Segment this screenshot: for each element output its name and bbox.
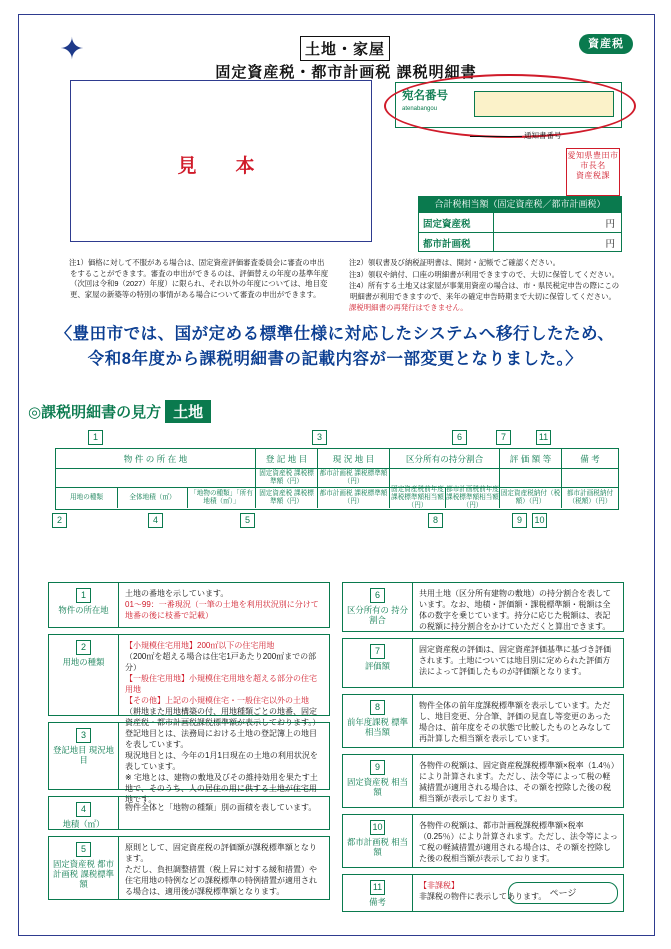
banner-line-2: 令和8年度から課税明細書の記載内容が一部変更となりました。〉 (87, 350, 583, 368)
explanation-line: 【非課税】 (419, 881, 459, 890)
explanation-item-8-head (343, 695, 413, 747)
total-tax-table (418, 196, 622, 252)
explanation-item-2 (48, 634, 330, 727)
schema-bot-total-area: 全体地積（㎡） (118, 488, 188, 508)
explanation-label: 登記地目 現況地目 (53, 745, 114, 765)
explanation-line: 共用土地（区分所有建物の敷地）の持分割合を表しています。なお、地積・評価額・課税標準額・税額は全体の数字を乗じています。持分に応じた税額は、表記の税額に持分割合をかけていただくと算出できます。 (419, 589, 611, 631)
section-title-highlight: 土地 (165, 400, 211, 423)
page-number-field: ページ (508, 882, 618, 904)
explanation-label: 固定資産税 相当額 (347, 777, 408, 797)
explanation-item-1 (48, 582, 330, 628)
atena-highlight-ellipse (384, 74, 636, 138)
explanation-item-6-head (343, 583, 413, 631)
explanation-line: 【その他】上記の小規模住宅・一般住宅以外の土地 (125, 696, 309, 705)
explanation-item-2-head (49, 635, 119, 715)
explanation-line: 【一般住宅用地】小規模住宅用地を超える部分の住宅用地 (125, 674, 317, 694)
statement-layout-diagram (55, 448, 619, 510)
atena-ruby: atenabangou (402, 106, 438, 112)
footnote-item: 注2）領収書及び納税証明書は、開封・記帳でご確認ください。 (349, 258, 561, 267)
explanation-column-left (48, 582, 330, 906)
explanation-body (413, 695, 623, 749)
callout-tag-9: 9 (512, 513, 527, 528)
title-rest-part: 固定資産税・都市計画税 課税明細書 (215, 64, 477, 81)
explanation-line: （耕地また用地構築の付、用地種類ごとの地番、固定資産税・都市計画税課税標準額が表示しております。） (125, 707, 321, 727)
explanation-body (119, 583, 329, 626)
explanation-item-11-head (343, 875, 413, 911)
schema-bot-land-category-area: 「地物の種類」「所有地積（㎡）」 (188, 488, 256, 508)
explanation-item-5 (48, 836, 330, 900)
explanation-item-5-head (49, 837, 119, 899)
row-label: 固定資産税 (423, 219, 471, 230)
schema-mid-city-planning-tax: 都市計画税 課税標準額（円） (318, 469, 390, 488)
callout-tag-11: 11 (536, 430, 551, 445)
explanation-label: 備考 (369, 897, 386, 907)
explanation-body (413, 815, 623, 869)
explanation-label: 固定資産税 都市計画税 課税標準額 (53, 859, 114, 889)
explanation-line: 各物件の税額は、都市計画税課税標準額×税率（0.25％）により計算されます。ただし、法令等によって税の軽減措置が適用される場合は、その額を控除した後の税相当額が表示しております。 (419, 821, 618, 863)
schema-bot-prev-planning: 都市計画税前年度 課税標準額相当額（円） (446, 486, 499, 509)
explanation-line: 土地の番地を示しています。 (125, 589, 229, 598)
schema-col-valuation: 評 価 額 等 (500, 449, 562, 469)
footnote-item: 注1）価格に対して不服がある場合は、固定資産評価審査委員会に審査の申出をすることができます。審査の申出ができるのは、評価替えの年度の基準年度（次回は令和9（2027）年度）に限られ、それ以外の年度については、地目変更、家屋の新築等の特別の事情がある場合について審査の申出ができます。 (69, 258, 329, 299)
explanation-tag: 4 (76, 802, 91, 817)
explanation-item-4 (48, 796, 330, 830)
atena-label: 宛名番号 atenabangou (402, 90, 448, 115)
schema-bot-planning-amount: 都市計画税納付（税額）（円） (566, 490, 614, 505)
callout-tag-4: 4 (148, 513, 163, 528)
explanation-label: 評価額 (364, 661, 391, 671)
explanation-line: 各物件の税額は、固定資産税課税標準額×税率（1.4％）により計算されます。ただし、法令等によって税の軽減措置が適用される場合は、その額を控除した後の税相当額が表示しております。 (419, 761, 615, 803)
row-value-cell (493, 213, 621, 232)
explanation-line: 01～99：一番現況（一筆の土地を利用状況別に分けて地番の後に枝番で記載） (125, 600, 319, 620)
row-unit: 円 (605, 219, 615, 230)
schema-col-remarks: 備 考 (562, 449, 618, 469)
table-row (419, 212, 621, 232)
callout-tag-6: 6 (452, 430, 467, 445)
explanation-item-10 (342, 814, 624, 868)
footnotes-left (70, 258, 330, 301)
schema-mid-fixed-asset-tax: 固定資産税 課税標準額（円） (256, 469, 318, 488)
schema-mid-valuation (500, 469, 562, 488)
schema-col-current-category: 現 況 地 目 (318, 449, 390, 469)
explanation-item-9 (342, 754, 624, 808)
explanation-line: 登記地目とは、法務局における土地の登記簿上の地目を表しています。 (125, 729, 317, 749)
row-unit: 円 (605, 239, 615, 250)
schema-bot-fixed-standard: 固定資産税 課税標準額（円） (256, 488, 318, 508)
sample-box (70, 80, 372, 242)
sample-watermark: 見 本 (177, 156, 265, 177)
explanation-item-6 (342, 582, 624, 632)
announcement-banner (40, 322, 630, 372)
explanation-tag: 5 (76, 842, 91, 857)
callout-tag-2: 2 (52, 513, 67, 528)
footnote-item-warning: 課税明細書の再発行はできません。 (349, 303, 468, 312)
explanation-label: 都市計画税 相当額 (347, 837, 408, 857)
schema-bot-land-type: 用地の種類 (56, 488, 118, 508)
title-boxed-part: 土地・家屋 (300, 36, 390, 61)
explanation-item-10-head (343, 815, 413, 867)
explanation-body (119, 635, 329, 733)
document-header (30, 30, 641, 81)
explanation-label: 地積（㎡） (62, 819, 105, 829)
explanation-line: 現況地目とは、今年の1月1日現在の土地の利用状況を表しています。 (125, 751, 318, 771)
explanation-item-7-head (343, 639, 413, 687)
explanation-item-4-head (49, 797, 119, 829)
schema-mid-blank (56, 469, 256, 488)
explanation-body (413, 583, 623, 637)
schema-bot-fixed-amount: 固定資産税納付（税額）（円） (500, 488, 562, 508)
explanation-tag: 10 (370, 820, 385, 835)
section-title (28, 400, 211, 423)
schema-col-location: 物 件 の 所 在 地 (56, 449, 256, 469)
section-title-text: ◎課税明細書の見方 (28, 404, 162, 421)
page-title (180, 36, 510, 82)
explanation-body (413, 639, 623, 682)
explanation-line: 原則として、固定資産税の評価額が課税標準額となります。 (125, 843, 317, 863)
explanation-label: 物件の所在地 (58, 605, 109, 615)
callout-tag-7: 7 (496, 430, 511, 445)
explanation-body (119, 797, 329, 818)
explanation-tag: 3 (76, 728, 91, 743)
explanation-tag: 2 (76, 640, 91, 655)
schema-bot-prev-fixed: 固定資産税前年度 課税標準額相当額（円） (390, 488, 446, 508)
city-emblem-icon: ✦ (59, 33, 85, 66)
explanation-column-right (342, 582, 624, 918)
schema-bot-planning-standard: 都市計画税 課税標準額（円） (318, 488, 390, 508)
total-tax-header: 合計税相当額（固定資産税／都市計画税） (419, 197, 621, 212)
schema-mid-remarks (562, 469, 618, 488)
explanation-item-8 (342, 694, 624, 748)
callout-tag-3: 3 (312, 430, 327, 445)
explanation-label: 区分所有の 持分割合 (347, 605, 408, 625)
explanation-tag: 11 (370, 880, 385, 895)
explanation-tag: 9 (370, 760, 385, 775)
row-value-cell (493, 233, 621, 252)
explanation-line: 物件全体の前年度課税標準額を表示しています。ただし、地目変更、分合筆、評価の見直し等変更のあった場合は、前年度をその状態で比較したものとみなして再計算した相当額を表示しています。 (419, 701, 611, 743)
footnote-item: 注4）所有する土地又は家屋が事業用資産の場合は、市・県民税定申告の際にこの明細書が利用できますので、来年の確定申告時期まで大切に保管してください。 (349, 281, 620, 301)
explanation-tag: 1 (76, 588, 91, 603)
explanation-line: （200㎡を超える場合は住宅1戸あたり200㎡までの部分） (125, 652, 317, 672)
explanation-body (119, 837, 329, 902)
explanation-item-3 (48, 722, 330, 804)
explanation-item-9-head (343, 755, 413, 807)
explanation-item-3-head (49, 723, 119, 789)
explanation-label: 前年度課税 標準相当額 (347, 717, 408, 737)
explanation-line: 物件全体と「地物の種類」別の面積を表しています。 (125, 803, 317, 812)
explanation-line: ※ 宅地とは、建物の敷地及びその維持効用を果たす土地で、そのうち、人の居住の用に供する土地が住宅用地です。 (125, 773, 318, 804)
footnotes-right (350, 258, 620, 315)
atena-note: 通知書番号 (470, 130, 562, 141)
status-badge: 資産税 (579, 34, 633, 54)
explanation-label: 用地の種類 (62, 657, 105, 667)
issuer-seal: 愛知県豊田市 市長名 資産税課 (566, 148, 620, 196)
explanation-item-1-head (49, 583, 119, 627)
explanation-line: 固定資産税の評価は、固定資産評価基準に基づき評価されます。土地については地目別に定められた評価方法によって評価したものが評価額となります。 (419, 645, 611, 676)
explanation-tag: 7 (370, 644, 385, 659)
footnote-item: 注3）領収や納付、口座の明細書が利用できますので、大切に保管してください。 (349, 269, 620, 279)
explanation-line: ただし、負担調整措置（税上昇に対する緩和措置）や住宅用地の特例などの課税標準の特例措置が適用される場合は、適用後が課税標準額となります。 (125, 865, 317, 896)
callout-tag-5: 5 (240, 513, 255, 528)
explanation-line: 非課税の物件に表示してあります。 (419, 892, 547, 901)
callout-tag-8: 8 (428, 513, 443, 528)
explanation-body (413, 755, 623, 809)
callout-tag-10: 10 (532, 513, 547, 528)
explanation-tag: 6 (370, 588, 385, 603)
schema-col-registered-category: 登 記 地 目 (256, 449, 318, 469)
explanation-line: 【小規模住宅用地】200㎡以下の住宅用地 (125, 641, 275, 650)
row-label: 都市計画税 (423, 239, 471, 250)
callout-tag-1: 1 (88, 430, 103, 445)
explanation-tag: 8 (370, 700, 385, 715)
schema-col-ownership-share: 区分所有の持分割合 (390, 449, 500, 469)
table-row (419, 232, 621, 252)
explanation-item-7 (342, 638, 624, 688)
banner-line-1: 〈豊田市では、国が定める標準仕様に対応したシステムへ移行したため、 (55, 325, 615, 343)
